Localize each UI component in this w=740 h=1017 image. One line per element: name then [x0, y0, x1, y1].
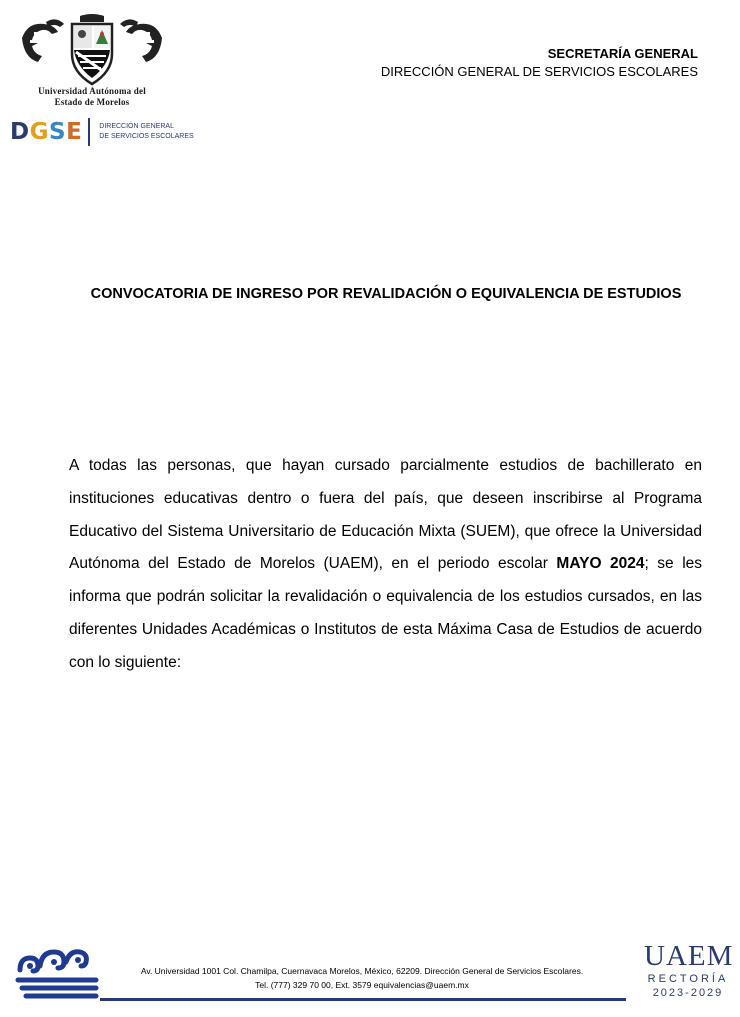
dgse-subtitle — [99, 122, 193, 142]
document-title: CONVOCATORIA DE INGRESO POR REVALIDACIÓN O EQUIVALENCIA DE ESTUDIOS — [90, 286, 682, 302]
university-name-line2: Estado de Morelos — [54, 97, 130, 107]
uaem-rectoria-brand — [644, 940, 732, 1000]
footer-address: Av. Universidad 1001 Col. Chamilpa, Cuernavaca Morelos, México, 62209. Dirección General de Servicios Escolares. — [140, 966, 584, 976]
footer-contact: Tel. (777) 329 70 00, Ext. 3579 equivalencias@uaem.mx — [255, 980, 469, 990]
body-highlight: MAYO 2024 — [556, 555, 645, 573]
body-text-part2: ; se les informa que podrán solicitar la revalidación o equivalencia de los estudios cursados, en las diferentes Unidades Académicas o Institutos de esta Máxima Casa de Estudios de acuerdo con lo siguiente: — [69, 555, 703, 671]
dgse-subtitle-line1: DIRECCIÓN GENERAL — [99, 123, 174, 130]
header-office — [381, 45, 698, 81]
dgse-subtitle-line2: DE SERVICIOS ESCOLARES — [99, 133, 194, 140]
rectoria-label: RECTORÍA — [647, 973, 729, 985]
footer-address-block — [100, 964, 624, 992]
dgse-letters — [10, 119, 82, 145]
dgse-letter-s: S — [48, 119, 67, 145]
secretaria-heading: SECRETARÍA GENERAL — [547, 46, 698, 61]
university-name — [14, 86, 170, 108]
body-paragraph — [69, 450, 702, 680]
footer-divider — [100, 998, 626, 1001]
dgse-divider — [88, 118, 90, 146]
direccion-heading: DIRECCIÓN GENERAL DE SERVICIOS ESCOLARES — [380, 64, 698, 79]
body-text-part1: A todas las personas, que hayan cursado parcialmente estudios de bachillerato en instituciones educativas dentro o fuera del país, que deseen inscribirse al Programa Educativo del Sistema Universitario de Educación Mixta (SUEM), que ofrece la Universidad Autónoma del Estado de Morelos (UAEM), en el periodo escolar — [69, 457, 702, 573]
wave-logo-icon — [14, 944, 100, 1002]
dgse-letter-g: G — [29, 119, 49, 145]
university-name-line1: Universidad Autónoma del — [38, 86, 146, 96]
rectoria-years: 2023-2029 — [652, 987, 724, 999]
dgse-letter-d: D — [10, 119, 30, 145]
uaem-seal-icon — [20, 14, 164, 86]
dgse-letter-e: E — [66, 119, 83, 145]
dgse-logo — [10, 117, 194, 147]
uaem-wordmark: UAEM — [644, 940, 734, 972]
